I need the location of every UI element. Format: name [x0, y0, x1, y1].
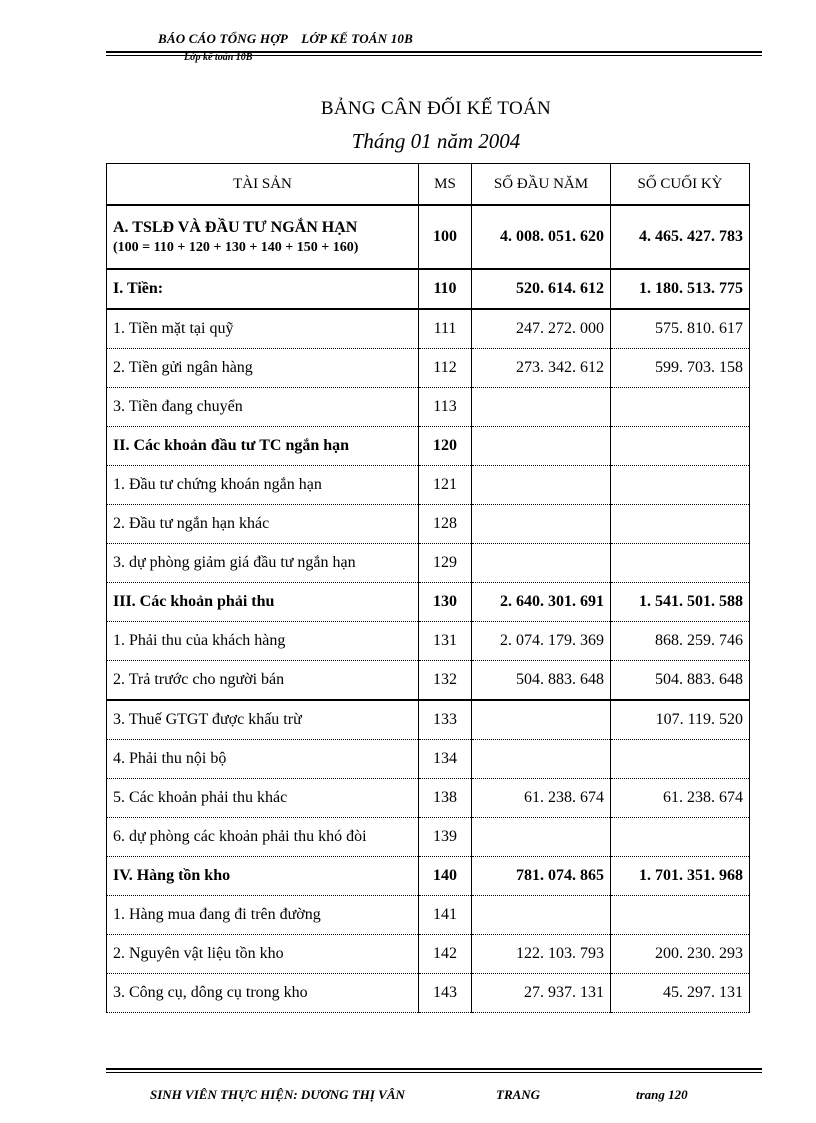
row-label-cell: III. Các khoản phải thu [107, 583, 419, 622]
row-dau-nam-cell: 781. 074. 865 [472, 857, 611, 896]
row-dau-nam-cell [472, 466, 611, 505]
row-ms-cell: 130 [419, 583, 472, 622]
document-title: BẢNG CÂN ĐỐI KẾ TOÁN [320, 98, 552, 119]
footer-page-number: trang 120 [636, 1087, 688, 1102]
row-cuoi-ky-cell: 1. 701. 351. 968 [611, 857, 750, 896]
row-dau-nam-cell [472, 700, 611, 740]
row-cuoi-ky-cell: 1. 541. 501. 588 [611, 583, 750, 622]
table-row [107, 349, 750, 388]
row-label-cell: II. Các khoản đầu tư TC ngắn hạn [107, 427, 419, 466]
row-dau-nam-cell [472, 896, 611, 935]
table-header-row [107, 164, 750, 206]
row-label-cell: 5. Các khoản phải thu khác [107, 779, 419, 818]
row-ms-cell: 142 [419, 935, 472, 974]
table-row [107, 818, 750, 857]
row-label-cell [107, 205, 419, 269]
row-ms-cell: 129 [419, 544, 472, 583]
column-header-so-cuoi-ky: SỐ CUỐI KỲ [611, 164, 750, 206]
row-dau-nam-cell: 273. 342. 612 [472, 349, 611, 388]
row-label-cell: IV. Hàng tồn kho [107, 857, 419, 896]
row-cuoi-ky-cell: 1. 180. 513. 775 [611, 269, 750, 309]
row-dau-nam-cell: 27. 937. 131 [472, 974, 611, 1013]
row-dau-nam-cell: 2. 640. 301. 691 [472, 583, 611, 622]
row-cuoi-ky-cell: 200. 230. 293 [611, 935, 750, 974]
table-row [107, 661, 750, 701]
row-dau-nam-cell: 504. 883. 648 [472, 661, 611, 701]
row-cuoi-ky-cell [611, 505, 750, 544]
row-ms-cell: 132 [419, 661, 472, 701]
row-dau-nam-cell [472, 427, 611, 466]
row-ms-cell: 143 [419, 974, 472, 1013]
row-dau-nam-cell: 520. 614. 612 [472, 269, 611, 309]
table-row [107, 388, 750, 427]
table-row [107, 779, 750, 818]
row-label-cell: 6. dự phòng các khoản phải thu khó đòi [107, 818, 419, 857]
row-ms-cell: 110 [419, 269, 472, 309]
row-dau-nam-cell [472, 740, 611, 779]
row-dau-nam-cell: 4. 008. 051. 620 [472, 205, 611, 269]
section-a-label: A. TSLĐ VÀ ĐẦU TƯ NGẮN HẠN [113, 218, 358, 236]
row-label-cell: 2. Đầu tư ngắn hạn khác [107, 505, 419, 544]
table-row [107, 466, 750, 505]
row-dau-nam-cell: 2. 074. 179. 369 [472, 622, 611, 661]
table-row [107, 427, 750, 466]
report-header-title: BÁO CÁO TỔNG HỢP LỚP KẾ TOÁN 10B [158, 31, 413, 46]
row-ms-cell: 141 [419, 896, 472, 935]
row-cuoi-ky-cell [611, 740, 750, 779]
table-row [107, 583, 750, 622]
table-row [107, 896, 750, 935]
row-dau-nam-cell [472, 388, 611, 427]
balance-sheet-table [106, 163, 750, 1013]
row-label-cell: 2. Tiền gửi ngân hàng [107, 349, 419, 388]
row-label-cell: 1. Hàng mua đang đi trên đường [107, 896, 419, 935]
row-cuoi-ky-cell: 4. 465. 427. 783 [611, 205, 750, 269]
table-row [107, 935, 750, 974]
footer-divider [106, 1068, 762, 1070]
table-row [107, 309, 750, 349]
column-header-ms: MS [419, 164, 472, 206]
table-row [107, 700, 750, 740]
table-row [107, 269, 750, 309]
row-dau-nam-cell [472, 544, 611, 583]
row-ms-cell: 113 [419, 388, 472, 427]
table-row [107, 974, 750, 1013]
row-cuoi-ky-cell: 504. 883. 648 [611, 661, 750, 701]
row-ms-cell: 138 [419, 779, 472, 818]
row-label-cell: 3. Thuế GTGT được khấu trừ [107, 700, 419, 740]
footer-divider-thin [106, 1072, 762, 1073]
row-ms-cell: 131 [419, 622, 472, 661]
row-cuoi-ky-cell: 45. 297. 131 [611, 974, 750, 1013]
row-cuoi-ky-cell: 61. 238. 674 [611, 779, 750, 818]
table-row [107, 505, 750, 544]
row-ms-cell: 133 [419, 700, 472, 740]
row-label-cell: 1. Tiền mặt tại quỹ [107, 309, 419, 349]
row-cuoi-ky-cell [611, 544, 750, 583]
row-ms-cell: 128 [419, 505, 472, 544]
section-a-formula: (100 = 110 + 120 + 130 + 140 + 150 + 160) [113, 239, 359, 255]
row-cuoi-ky-cell: 107. 119. 520 [611, 700, 750, 740]
footer-trang-label: TRANG [496, 1087, 541, 1102]
row-ms-cell: 111 [419, 309, 472, 349]
row-ms-cell: 134 [419, 740, 472, 779]
row-cuoi-ky-cell [611, 388, 750, 427]
row-cuoi-ky-cell [611, 466, 750, 505]
row-label-cell: 1. Đầu tư chứng khoán ngắn hạn [107, 466, 419, 505]
row-label-cell: 1. Phải thu của khách hàng [107, 622, 419, 661]
row-ms-cell: 120 [419, 427, 472, 466]
row-label-cell: 2. Nguyên vật liệu tồn kho [107, 935, 419, 974]
row-label-cell: 4. Phải thu nội bộ [107, 740, 419, 779]
row-label-cell: 2. Trả trước cho người bán [107, 661, 419, 701]
header-subtitle: Lớp kế toán 10B [184, 52, 253, 63]
row-label-cell: 3. Tiền đang chuyển [107, 388, 419, 427]
column-header-so-dau-nam: SỐ ĐẦU NĂM [472, 164, 611, 206]
row-ms-cell: 139 [419, 818, 472, 857]
row-label-cell: I. Tiền: [107, 269, 419, 309]
table-row [107, 857, 750, 896]
table-row [107, 740, 750, 779]
row-ms-cell: 140 [419, 857, 472, 896]
row-ms-cell: 100 [419, 205, 472, 269]
row-dau-nam-cell [472, 818, 611, 857]
row-label-cell: 3. Công cụ, dông cụ trong kho [107, 974, 419, 1013]
row-cuoi-ky-cell: 575. 810. 617 [611, 309, 750, 349]
row-dau-nam-cell [472, 505, 611, 544]
row-cuoi-ky-cell [611, 896, 750, 935]
table-row-section-a [107, 205, 750, 269]
table-row [107, 544, 750, 583]
row-cuoi-ky-cell: 599. 703. 158 [611, 349, 750, 388]
row-cuoi-ky-cell [611, 818, 750, 857]
row-label-cell: 3. dự phòng giảm giá đầu tư ngắn hạn [107, 544, 419, 583]
row-ms-cell: 121 [419, 466, 472, 505]
document-subtitle: Tháng 01 năm 2004 [351, 129, 521, 153]
row-ms-cell: 112 [419, 349, 472, 388]
row-cuoi-ky-cell: 868. 259. 746 [611, 622, 750, 661]
row-cuoi-ky-cell [611, 427, 750, 466]
column-header-tai-san: TÀI SẢN [107, 164, 419, 206]
row-dau-nam-cell: 61. 238. 674 [472, 779, 611, 818]
row-dau-nam-cell: 122. 103. 793 [472, 935, 611, 974]
footer-student-name: SINH VIÊN THỰC HIỆN: DƯƠNG THỊ VÂN [150, 1087, 405, 1102]
row-dau-nam-cell: 247. 272. 000 [472, 309, 611, 349]
table-row [107, 622, 750, 661]
